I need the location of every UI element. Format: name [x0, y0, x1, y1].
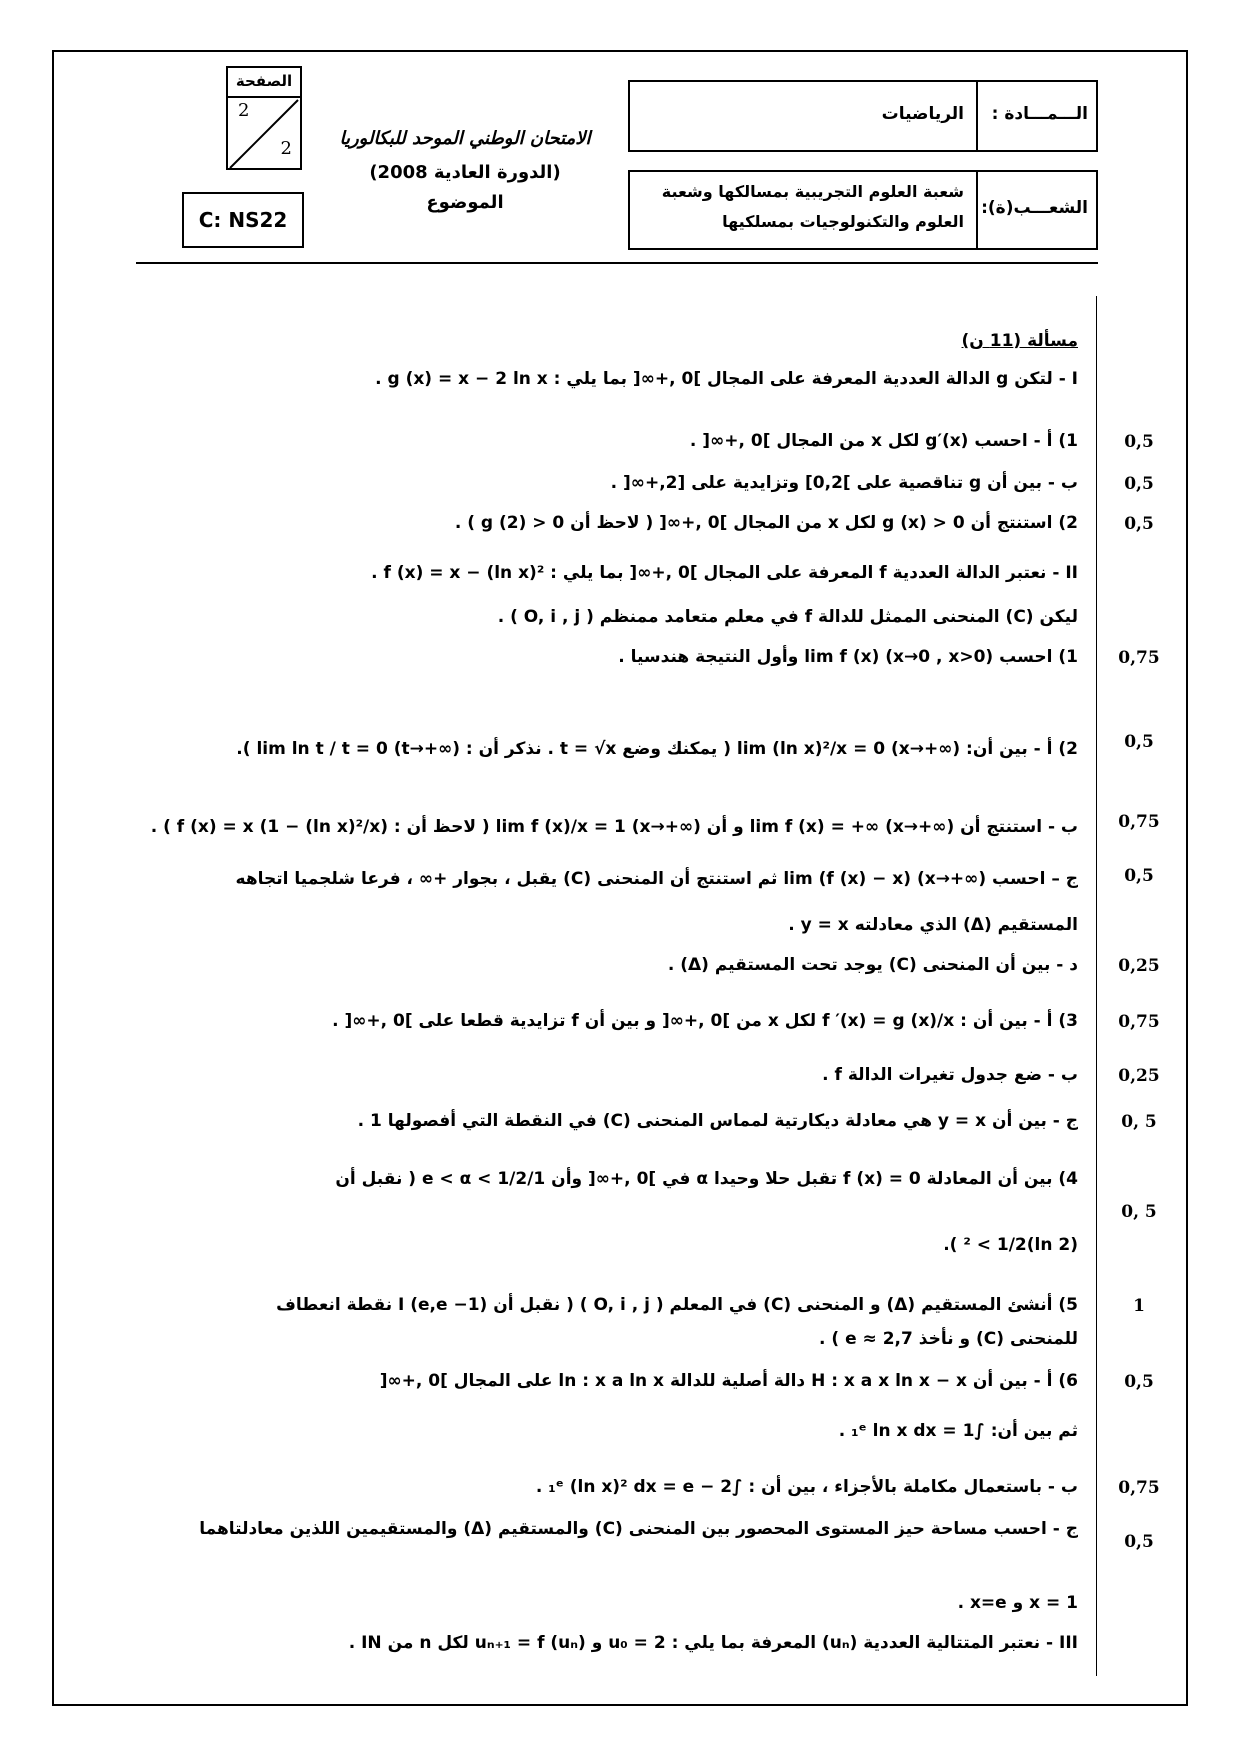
branch-box [628, 170, 1098, 250]
score-II-5: 1 [1133, 1296, 1145, 1316]
score-II-2a: 0,5 [1124, 732, 1154, 752]
score-column-divider [1096, 296, 1097, 1676]
part-II-intro: II - نعتبر الدالة العددية f المعرفة على المجال ]0 ,+∞[ بما يلي : f (x) = x − (ln x)² . [371, 563, 1078, 583]
q-II-5-cont: للمنحنى (C) و نأخذ e ≈ 2,7 ) . [819, 1329, 1078, 1349]
score-II-3b: 0,25 [1118, 1066, 1160, 1086]
exam-title: الامتحان الوطني الموحد للبكالوريا [339, 128, 591, 149]
q-II-6a-cont: ثم بين أن: ∫₁ᵉ ln x dx = 1 . [838, 1421, 1078, 1441]
q-II-2b: ب - استنتج أن lim f (x) = +∞ (x→+∞) و أن lim f (x)/x = 1 (x→+∞) ( لاحظ أن : f (x) = x (1 − (ln x)²/x) ) . [150, 817, 1078, 837]
q-II-2c: ج – احسب lim (f (x) − x) (x→+∞) ثم استنتج أن المنحنى (C) يقبل ، بجوار +∞ ، فرعا شلجميا اتجاهه [235, 869, 1078, 889]
subject-box [628, 80, 1098, 152]
page-total: 2 [280, 138, 292, 159]
score-II-2b: 0,75 [1118, 812, 1160, 832]
subject-label: الـــمـــادة : [991, 104, 1088, 124]
subject-value: الرياضيات [881, 104, 964, 124]
q-II-6a: 6) أ - بين أن H : x a x ln x − x دالة أصلية للدالة ln : x a ln x على المجال ]0 ,+∞[ [379, 1371, 1078, 1391]
score-I-1b: 0,5 [1124, 474, 1154, 494]
score-II-2d: 0,25 [1118, 956, 1160, 976]
score-II-6c: 0,5 [1124, 1532, 1154, 1552]
q-II-4-cont: (ln 2)² < 1/2 ). [943, 1235, 1078, 1255]
q-II-6c: ج - احسب مساحة حيز المستوى المحصور بين المنحنى (C) والمستقيم (Δ) والمستقيمين اللذين معادلتاهما [199, 1519, 1078, 1539]
page-number-box [226, 66, 302, 170]
q-II-3b: ب - ضع جدول تغيرات الدالة f . [822, 1065, 1078, 1085]
part-III-intro: III - نعتبر المتتالية العددية (uₙ) المعرفة بما يلي : u₀ = 2 و uₙ₊₁ = f (uₙ) لكل n من IN . [348, 1633, 1078, 1653]
score-II-4: 0, 5 [1121, 1202, 1157, 1222]
q-II-3a: 3) أ - بين أن : f ′(x) = g (x)/x لكل x من ]0 ,+∞[ و بين أن f تزايدية قطعا على ]0 ,+∞[ . [332, 1011, 1078, 1031]
score-I-2: 0,5 [1124, 514, 1154, 534]
branch-value-line1: شعبة العلوم التجريبية بمسالكها وشعبة [661, 182, 964, 201]
session: (الدورة العادية 2008) [369, 162, 561, 183]
topic: الموضوع [426, 192, 504, 213]
q-II-6b: ب - باستعمال مكاملة بالأجزاء ، بين أن : ∫₁ᵉ (ln x)² dx = e − 2 . [535, 1477, 1078, 1497]
q-II-2d: د - بين أن المنحنى (C) يوجد تحت المستقيم (Δ) . [667, 955, 1078, 975]
q-II-2c-cont: المستقيم (Δ) الذي معادلته y = x . [788, 915, 1078, 935]
branch-value-line2: العلوم والتكنولوجيات بمسلكيها [722, 212, 964, 231]
q-II-3c: ج - بين أن y = x هي معادلة ديكارتية لمماس المنحنى (C) في النقطة التي أفصولها 1 . [357, 1111, 1078, 1131]
q-II-4: 4) بين أن المعادلة f (x) = 0 تقبل حلا وحيدا α في ]0 ,+∞[ وأن 1/e < α < 1/2 ( نقبل أن [335, 1169, 1078, 1189]
q-II-2a: 2) أ - بين أن: lim (ln x)²/x = 0 (x→+∞) ( يمكنك وضع t = √x . نذكر أن : lim ln t / t = 0 (t→+∞) ). [236, 739, 1078, 759]
q-I-1b: ب - بين أن g تناقصية على ]0,2] وتزايدية على [2,+∞[ . [610, 473, 1078, 493]
part-I-intro: I - لتكن g الدالة العددية المعرفة على المجال ]0 ,+∞[ بما يلي : g (x) = x − 2 ln x . [375, 369, 1078, 389]
score-I-1a: 0,5 [1124, 432, 1154, 452]
exam-code: C: NS22 [182, 192, 304, 248]
q-II-6c-cont: x = 1 و x=e . [957, 1593, 1078, 1613]
score-II-3c: 0, 5 [1121, 1112, 1157, 1132]
page-current: 2 [238, 100, 250, 121]
q-II-1: 1) احسب lim f (x) (x→0 , x>0) وأول النتيجة هندسيا . [618, 647, 1078, 667]
page-label: الصفحة [228, 68, 300, 98]
problem-title: مسألة (11 ن) [961, 331, 1078, 351]
q-I-2: 2) استنتج أن g (x) > 0 لكل x من المجال ]0 ,+∞[ ( لاحظ أن g (2) > 0 ) . [454, 513, 1078, 533]
score-II-6a: 0,5 [1124, 1372, 1154, 1392]
part-II-curve: ليكن (C) المنحنى الممثل للدالة f في معلم متعامد ممنظم ( O, i , j ) . [497, 607, 1078, 627]
q-II-5: 5) أنشئ المستقيم (Δ) و المنحنى (C) في المعلم ( O, i , j ) ( نقبل أن I (e,e −1) نقطة انعطاف [276, 1295, 1078, 1315]
branch-label: الشعـــب(ة): [981, 198, 1088, 218]
score-II-1: 0,75 [1118, 648, 1160, 668]
q-I-1a: 1) أ - احسب g′(x) لكل x من المجال ]0 ,+∞[ . [689, 431, 1078, 451]
header-divider [136, 262, 1098, 264]
score-II-2c: 0,5 [1124, 866, 1154, 886]
score-II-6b: 0,75 [1118, 1478, 1160, 1498]
score-II-3a: 0,75 [1118, 1012, 1160, 1032]
